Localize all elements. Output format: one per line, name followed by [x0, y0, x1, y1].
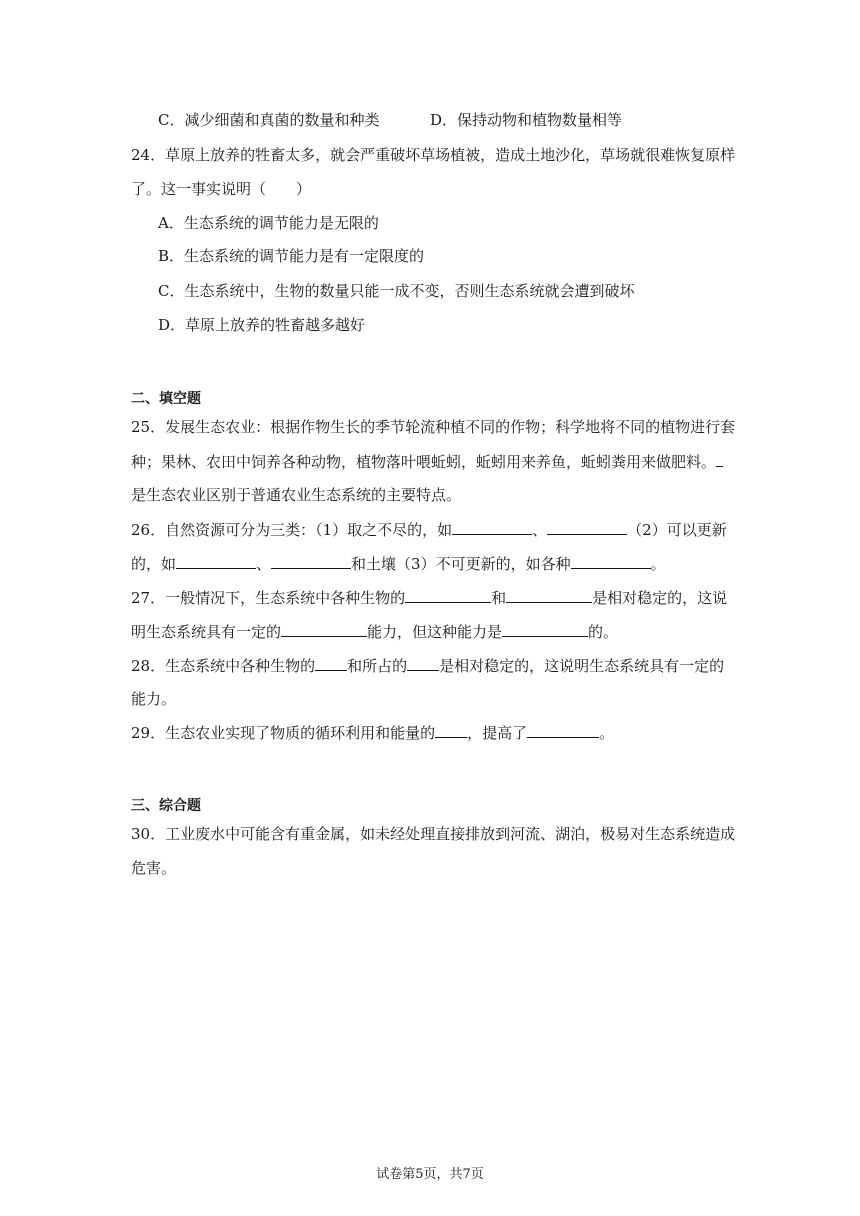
q27-text-a: 27．一般情况下，生态系统中各种生物的: [131, 589, 406, 607]
q28-line1: [131, 655, 724, 676]
q29-line: [131, 722, 614, 743]
q28-blank-1[interactable]: [315, 655, 347, 671]
q25-line2: [131, 451, 723, 472]
q27-line2: [131, 621, 618, 642]
q28-line2: 能力。: [131, 690, 177, 708]
q25-answer-blank[interactable]: [716, 451, 723, 467]
q27-blank-3[interactable]: [281, 621, 367, 637]
q24-stem-line2: 了。这一事实说明（ ）: [131, 180, 312, 198]
q26-line2: [131, 553, 666, 574]
q24-stem-line1: 24．草原上放养的牲畜太多，就会严重破坏草场植被，造成土地沙化，草场就很难恢复原样: [131, 146, 736, 164]
q29-text-c: 。: [599, 724, 615, 742]
q29-blank-1[interactable]: [435, 722, 467, 738]
q26-blank-1[interactable]: [452, 519, 532, 535]
q26-blank-4[interactable]: [271, 553, 351, 569]
q27-blank-2[interactable]: [506, 587, 592, 603]
q28-text-b: 和所占的: [347, 657, 408, 675]
section-comprehensive-title: 三、综合题: [131, 798, 201, 814]
q27-line1: [131, 587, 727, 608]
q26-text-b: 、: [532, 521, 548, 539]
page-footer: 试卷第5页，共7页: [376, 1167, 484, 1182]
q25-line3: 是生态农业区别于普通农业生态系统的主要特点。: [131, 486, 462, 504]
q26-text-d: 的，如: [131, 555, 177, 573]
q26-text-a: 26．自然资源可分为三类：（1）取之不尽的，如: [131, 521, 453, 539]
q26-blank-2[interactable]: [547, 519, 627, 535]
q26-text-f: 和土壤（3）不可更新的，如各种: [351, 555, 571, 573]
q29-text-a: 29．生态农业实现了物质的循环利用和能量的: [131, 724, 436, 742]
q26-text-c: （2）可以更新: [627, 521, 727, 539]
q27-text-c: 是相对稳定的，这说: [592, 589, 728, 607]
q26-blank-5[interactable]: [571, 553, 651, 569]
q30-line1: 30．工业废水中可能含有重金属，如未经处理直接排放到河流、湖泊，极易对生态系统造成: [131, 825, 736, 843]
q27-text-f: 的。: [588, 623, 619, 641]
q27-text-b: 和: [491, 589, 507, 607]
q25-line2-text: 种；果林、农田中饲养各种动物，植物落叶喂蚯蚓，蚯蚓用来养鱼，蚯蚓粪用来做肥料。: [131, 453, 717, 471]
q27-text-e: 能力，但这种能力是: [367, 623, 503, 641]
q30-line2: 危害。: [131, 859, 177, 877]
q27-blank-1[interactable]: [405, 587, 491, 603]
q26-text-e: 、: [256, 555, 272, 573]
q29-blank-2[interactable]: [527, 722, 599, 738]
q24-option-d: D．草原上放养的牲畜越多越好: [158, 316, 366, 334]
section-fill-in-title: 二、填空题: [131, 391, 201, 407]
q24-option-c: C．生态系统中，生物的数量只能一成不变，否则生态系统就会遭到破坏: [158, 282, 635, 300]
q24-option-a: A．生态系统的调节能力是无限的: [158, 214, 379, 232]
q28-blank-2[interactable]: [407, 655, 439, 671]
q23-option-d: D．保持动物和植物数量相等: [430, 111, 623, 129]
q26-blank-3[interactable]: [176, 553, 256, 569]
q26-text-g: 。: [650, 555, 666, 573]
q27-text-d: 明生态系统具有一定的: [131, 623, 282, 641]
q26-line1: [131, 519, 727, 540]
q28-text-a: 28．生态系统中各种生物的: [131, 657, 316, 675]
q24-option-b: B．生态系统的调节能力是有一定限度的: [158, 247, 425, 265]
q27-blank-4[interactable]: [502, 621, 588, 637]
q25-line1: 25．发展生态农业：根据作物生长的季节轮流种植不同的作物；科学地将不同的植物进行套: [131, 418, 736, 436]
q28-text-c: 是相对稳定的，这说明生态系统具有一定的: [439, 657, 725, 675]
q23-option-c: C．减少细菌和真菌的数量和种类: [158, 111, 380, 129]
q29-text-b: ，提高了: [467, 724, 528, 742]
